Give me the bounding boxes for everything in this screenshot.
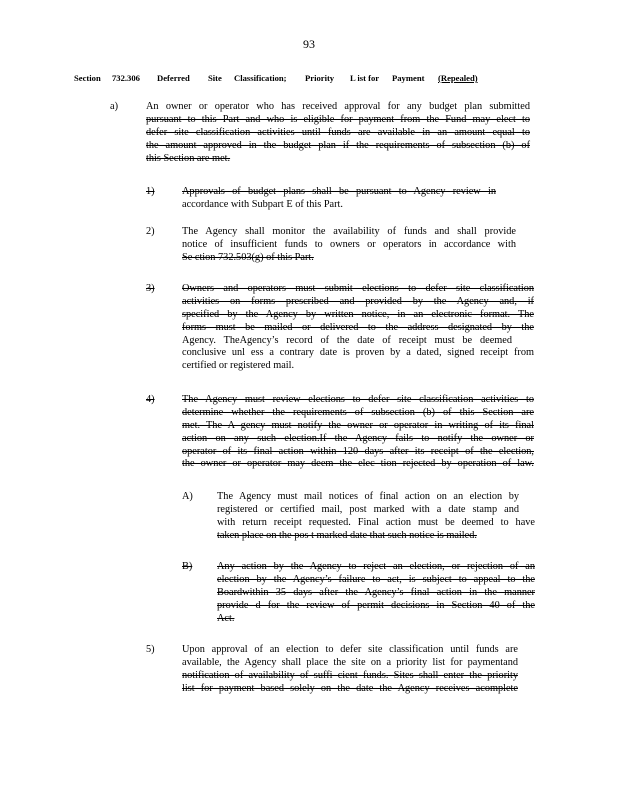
item-1-text	[182, 186, 496, 212]
text-line: the owner or operator may deem the elec tion rejected by operation of law.	[182, 458, 534, 470]
text-line: Owners and operators must submit elections to defer site classification	[182, 283, 534, 294]
subsection-a-label: a)	[110, 101, 118, 112]
text-line: conclusive unl ess a contrary date is proven by a dated, signed receipt from	[182, 347, 534, 359]
text-line: The Agency must mail notices of final action on an election by	[217, 491, 519, 502]
item-4-text	[182, 394, 534, 471]
heading-title-word: L ist for	[350, 73, 380, 83]
text-line: taken place on the pos t marked date that such notice is mailed.	[217, 529, 477, 541]
text-line: list for payment based solely on the date the Agency receives acomplete	[182, 682, 518, 694]
heading-title-word: Site	[208, 73, 222, 83]
item-2-text	[182, 226, 516, 265]
text-line: met. The A gency must notify the owner or operator in writing of its final	[182, 419, 534, 431]
heading-title-word: Payment	[392, 73, 425, 83]
item-3-text	[182, 283, 534, 373]
text-line: Act.	[217, 612, 235, 624]
text-line: The Agency must review elections to defer site classification activities to	[182, 394, 534, 405]
heading-title-word: Classification;	[234, 73, 287, 83]
heading-title-word: Deferred	[157, 73, 190, 83]
heading-section-label: Section	[74, 73, 101, 83]
item-2-label: 2)	[146, 226, 155, 237]
text-line: An owner or operator who has received approval for any budget plan submitted	[146, 101, 530, 112]
text-line: registered or certified mail, post marked with a date stamp and	[217, 503, 519, 515]
text-line: Se ction 732.503(g) of this Part.	[182, 251, 314, 263]
text-line: Approvals of budget plans shall be pursuant to Agency review in	[182, 186, 496, 197]
item-4b-label: B)	[182, 561, 193, 572]
item-4a-label: A)	[182, 491, 193, 502]
text-line: election by the Agency’s failure to act, is subject to appeal to the	[217, 573, 535, 585]
text-line: defer site classification activities until funds are available in an amount equal to	[146, 126, 530, 138]
text-line: available, the Agency shall place the site on a priority list for paymentand	[182, 656, 518, 668]
item-4a-text	[217, 491, 535, 543]
heading-section-number: 732.306	[112, 73, 140, 83]
item-5-label: 5)	[146, 644, 155, 655]
heading-title-word: Priority	[305, 73, 335, 83]
page-number: 93	[303, 37, 315, 51]
text-line: operator of its final action within 120 days after its receipt of the election,	[182, 445, 534, 457]
text-line: Boardwithin 35 days after the Agency’s final action in the manner	[217, 586, 535, 598]
subsection-a-text	[146, 101, 530, 165]
text-line: Any action by the Agency to reject an election, or rejection of an	[217, 561, 535, 572]
text-line: certified or registered mail.	[182, 360, 295, 372]
heading-repealed: (Repealed)	[438, 73, 478, 83]
text-line: accordance with Subpart E of this Part.	[182, 198, 343, 210]
text-line: activities on forms prescribed and provided by the Agency and, if	[182, 295, 534, 307]
text-line: determine whether the requirements of subsection (b) of this Section are	[182, 406, 534, 418]
item-5-text	[182, 644, 518, 696]
item-3-label: 3)	[146, 283, 155, 294]
text-line: the amount approved in the budget plan if the requirements of subsection (b) of	[146, 139, 530, 151]
text-line: notice of insufficient funds to owners or operators in accordance with	[182, 238, 516, 250]
item-4b-text	[217, 561, 535, 625]
text-line: this Section are met.	[146, 152, 231, 164]
text-line: notification of availability of suffi cient funds. Sites shall enter the priority	[182, 669, 518, 681]
item-1-label: 1)	[146, 186, 155, 197]
text-line: The Agency shall monitor the availability of funds and shall provide	[182, 226, 516, 237]
item-4-label: 4)	[146, 394, 155, 405]
text-line: pursuant to this Part and who is eligible for payment from the Fund may elect to	[146, 113, 530, 125]
text-line: Upon approval of an election to defer site classification until funds are	[182, 644, 518, 655]
text-line: with return receipt requested. Final action must be deemed to have	[217, 516, 535, 528]
text-line: action on any such election.If the Agency fails to notify the owner or	[182, 432, 534, 444]
text-line: forms must be mailed or delivered to the address designated by the	[182, 321, 534, 333]
text-line: provide d for the review of permit decisions in Section 40 of the	[217, 599, 535, 611]
text-line: Agency. TheAgency’s record of the date of receipt must be deemed	[182, 334, 512, 346]
text-line: specified by the Agency by written notice, in an electronic format. The	[182, 308, 534, 320]
